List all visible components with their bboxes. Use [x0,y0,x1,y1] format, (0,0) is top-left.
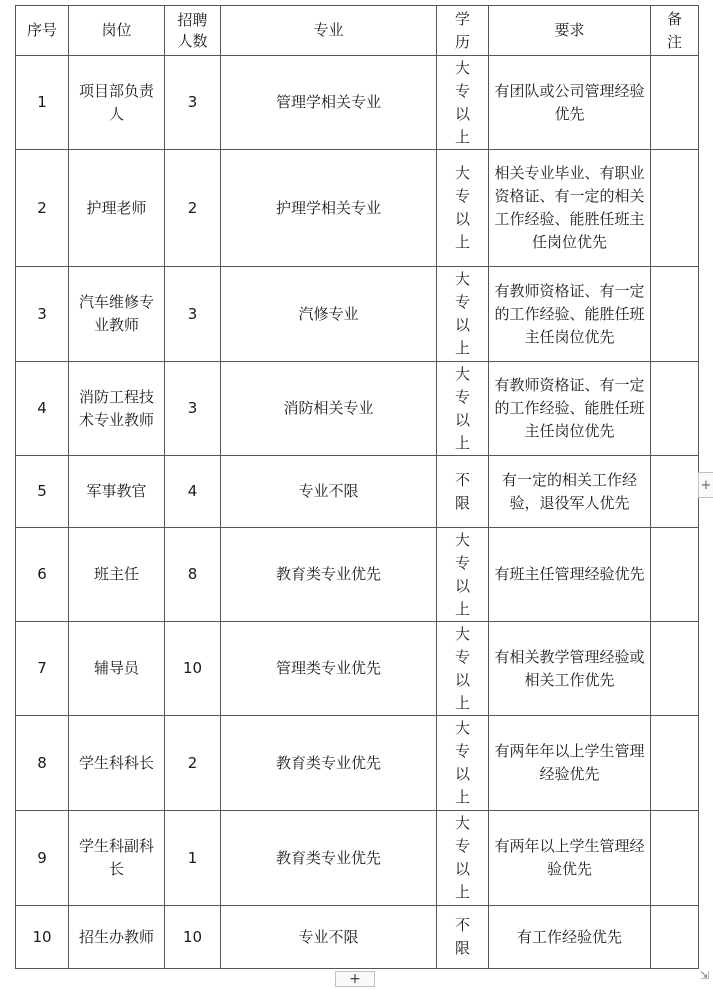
cell-count: 4 [165,456,221,528]
cell-edu: 大专以上 [437,622,489,716]
header-seq: 序号 [16,6,69,56]
table-row [16,267,699,362]
cell-req: 有教师资格证、有一定的工作经验、能胜任班主任岗位优先 [489,267,651,362]
cell-edu: 大专以上 [437,362,489,456]
header-count: 招聘人数 [165,6,221,56]
cell-count: 2 [165,150,221,267]
cell-req: 有团队或公司管理经验优先 [489,56,651,150]
cell-note [651,456,699,528]
cell-major: 教育类专业优先 [221,811,437,906]
cell-req: 有相关教学管理经验或相关工作优先 [489,622,651,716]
cell-edu: 大专以上 [437,811,489,906]
header-major: 专业 [221,6,437,56]
cell-note [651,150,699,267]
cell-note [651,362,699,456]
table-row [16,811,699,906]
cell-seq: 9 [16,811,69,906]
cell-post: 班主任 [69,528,165,622]
cell-req: 相关专业毕业、有职业资格证、有一定的相关工作经验、能胜任班主任岗位优先 [489,150,651,267]
cell-seq: 5 [16,456,69,528]
cell-seq: 10 [16,906,69,969]
cell-note [651,267,699,362]
cell-note [651,528,699,622]
cell-edu: 大专以上 [437,56,489,150]
add-column-button[interactable]: + [698,472,713,498]
cell-note [651,56,699,150]
table-row [16,528,699,622]
table-row [16,362,699,456]
table-row [16,56,699,150]
cell-note [651,906,699,969]
cell-post: 项目部负责人 [69,56,165,150]
cell-count: 3 [165,362,221,456]
cell-req: 有工作经验优先 [489,906,651,969]
cell-post: 学生科科长 [69,716,165,811]
cell-post: 军事教官 [69,456,165,528]
cell-edu: 大专以上 [437,267,489,362]
cell-edu: 不限 [437,906,489,969]
cell-major: 教育类专业优先 [221,716,437,811]
cell-major: 消防相关专业 [221,362,437,456]
cell-major: 护理学相关专业 [221,150,437,267]
cell-note [651,716,699,811]
cell-req: 有教师资格证、有一定的工作经验、能胜任班主任岗位优先 [489,362,651,456]
header-post: 岗位 [69,6,165,56]
cell-req: 有两年年以上学生管理经验优先 [489,716,651,811]
header-req: 要求 [489,6,651,56]
cell-major: 专业不限 [221,456,437,528]
header-edu: 学历 [437,6,489,56]
cell-post: 辅导员 [69,622,165,716]
cell-count: 10 [165,906,221,969]
cell-seq: 6 [16,528,69,622]
header-note: 备注 [651,6,699,56]
cell-req: 有班主任管理经验优先 [489,528,651,622]
cell-seq: 2 [16,150,69,267]
cell-post: 消防工程技术专业教师 [69,362,165,456]
cell-req: 有一定的相关工作经验，退役军人优先 [489,456,651,528]
table-row [16,716,699,811]
cell-post: 汽车维修专业教师 [69,267,165,362]
cell-post: 招生办教师 [69,906,165,969]
cell-count: 3 [165,267,221,362]
cell-post: 学生科副科长 [69,811,165,906]
cell-major: 管理学相关专业 [221,56,437,150]
cell-edu: 大专以上 [437,150,489,267]
cell-note [651,811,699,906]
cell-count: 8 [165,528,221,622]
cell-count: 10 [165,622,221,716]
cell-seq: 1 [16,56,69,150]
cell-seq: 3 [16,267,69,362]
add-row-button[interactable]: + [335,971,375,987]
cell-edu: 不限 [437,456,489,528]
cell-seq: 8 [16,716,69,811]
cell-req: 有两年以上学生管理经验优先 [489,811,651,906]
cell-major: 汽修专业 [221,267,437,362]
cell-count: 1 [165,811,221,906]
cell-edu: 大专以上 [437,528,489,622]
table-row [16,906,699,969]
cell-count: 3 [165,56,221,150]
table-row [16,622,699,716]
cell-count: 2 [165,716,221,811]
cell-major: 专业不限 [221,906,437,969]
cell-major: 管理类专业优先 [221,622,437,716]
header-row [16,6,699,56]
recruitment-table [15,5,699,969]
cell-major: 教育类专业优先 [221,528,437,622]
cell-seq: 7 [16,622,69,716]
table-row [16,456,699,528]
cell-edu: 大专以上 [437,716,489,811]
cell-post: 护理老师 [69,150,165,267]
table-row [16,150,699,267]
cell-seq: 4 [16,362,69,456]
cell-note [651,622,699,716]
table-resize-icon[interactable]: ⇲ [700,969,710,982]
